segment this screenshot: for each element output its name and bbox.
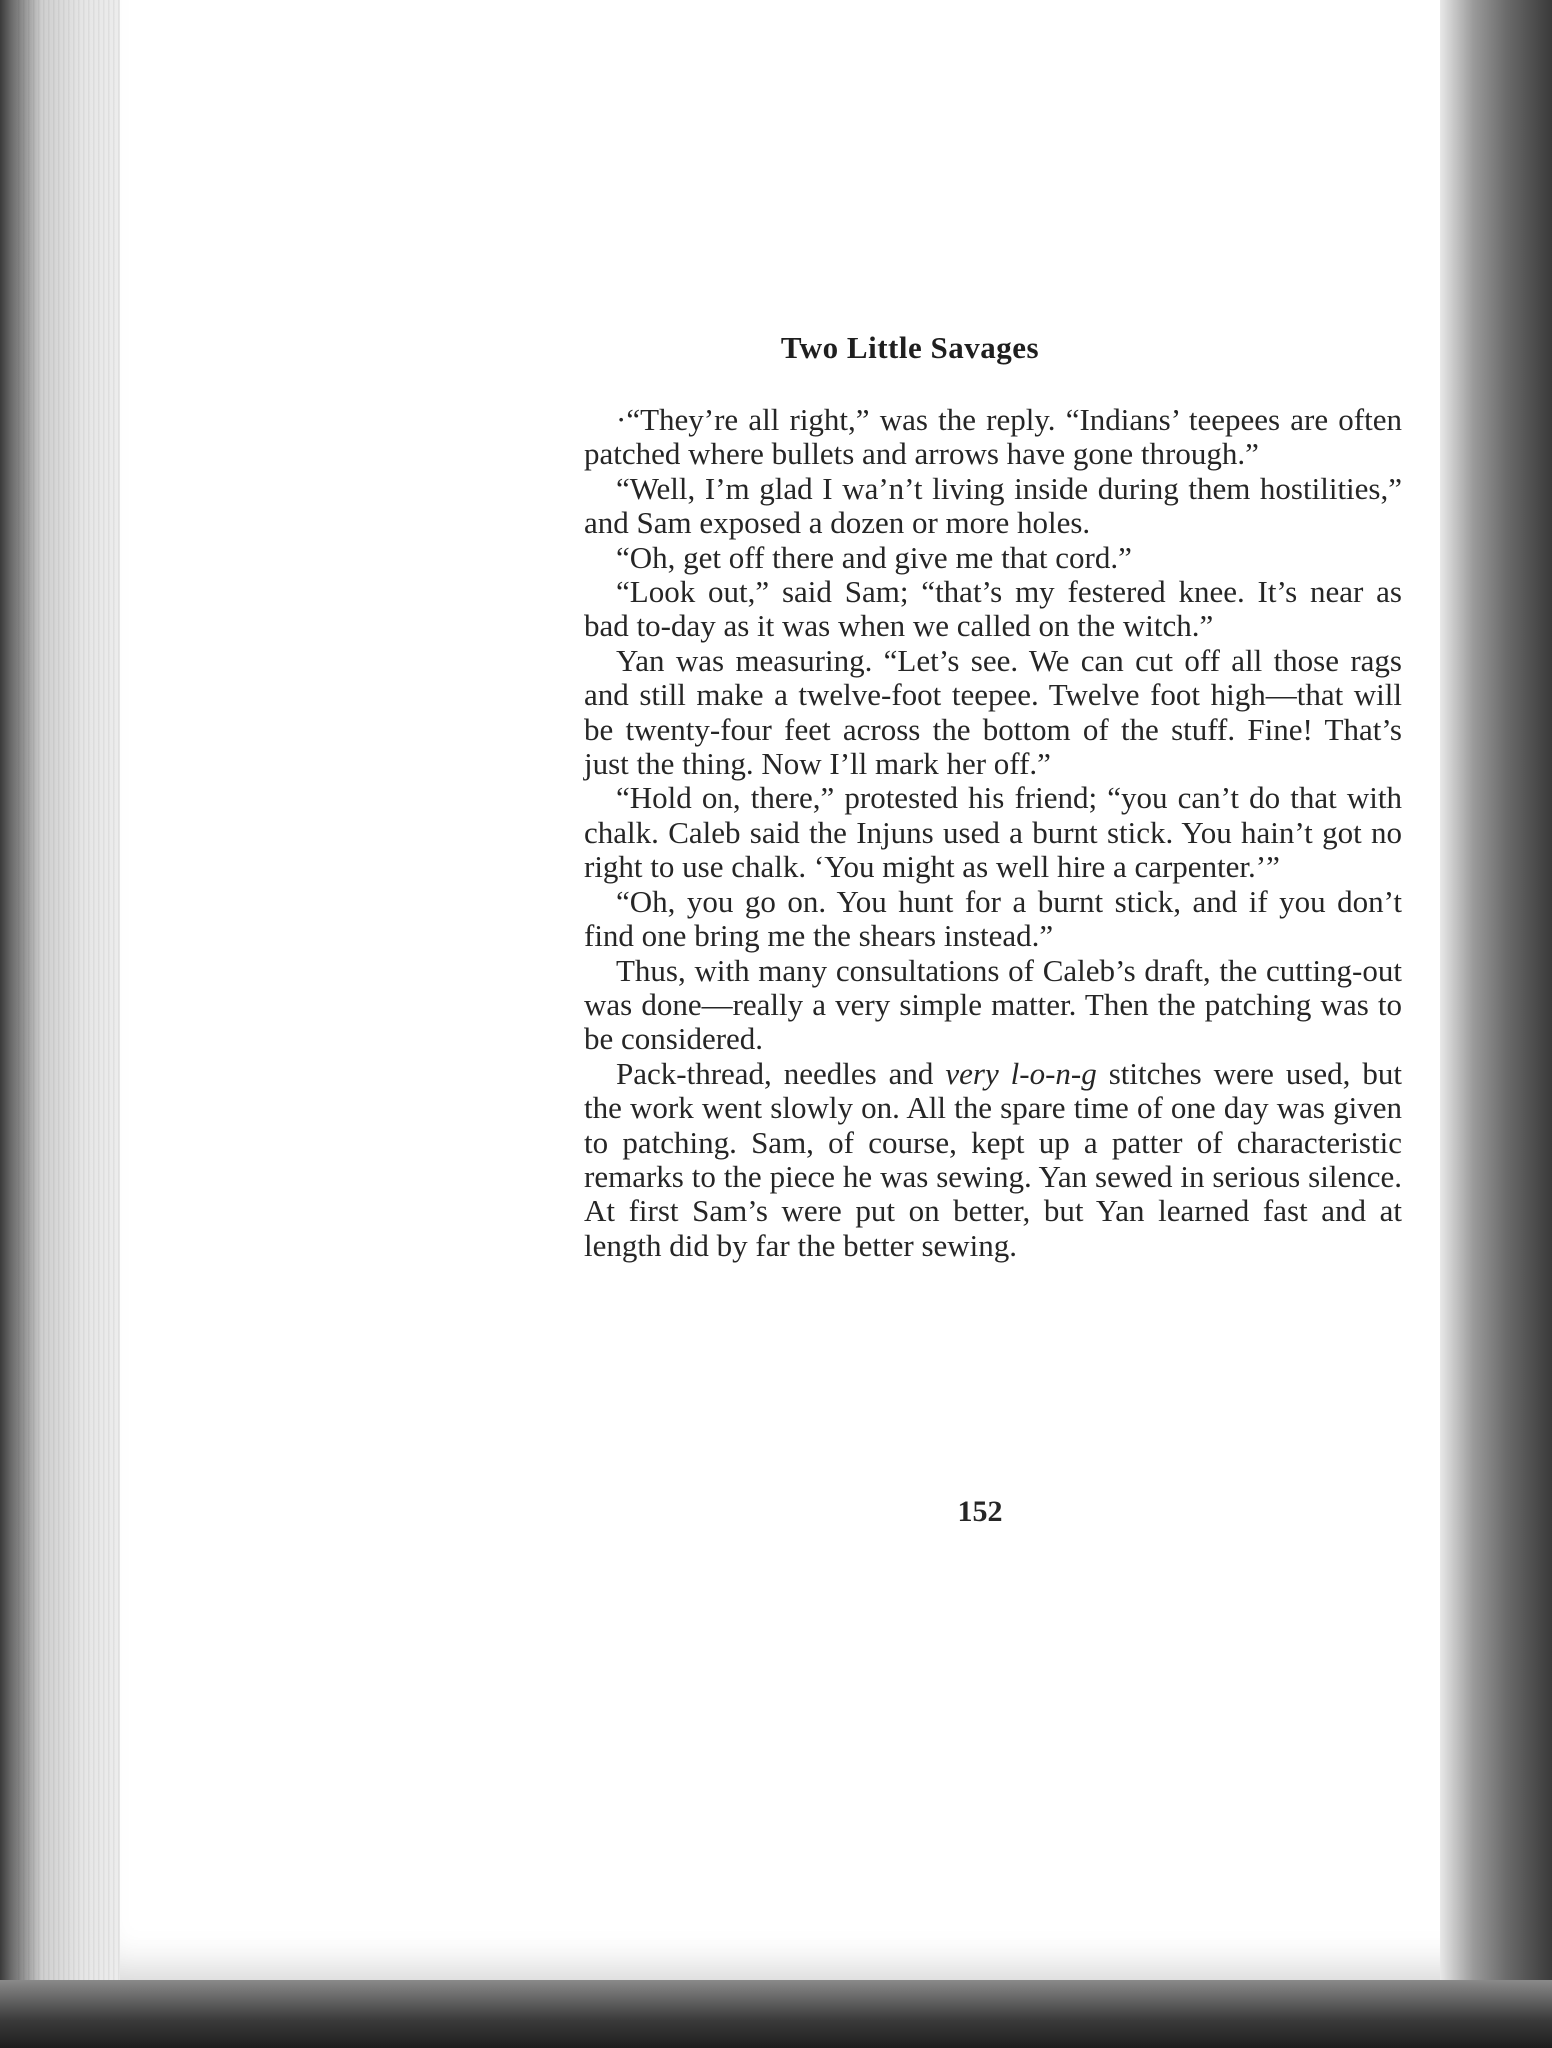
paragraph-5: Yan was measuring. “Let’s see. We can cut off all those rags and still make a twelve-foot teepee. Twelve foot high—that will be twenty-four feet across the bottom of the stuff. Fine! That’s just the thing. Now I’ll mark her off.” [584,642,1402,782]
paragraph-6: “Hold on, there,” protested his friend; “you can’t do that with chalk. Caleb said the Injuns used a burnt stick. You hain’t got no right to use chalk. ‘You might as well hire a carpenter.’” [584,780,1402,885]
paragraph-1: ·“They’re all right,” was the reply. “Indians’ teepees are often patched where bullets and arrows have gone through.” [584,402,1402,472]
gutter-shadow [1440,0,1552,2048]
book-fore-edge [0,0,140,1995]
page-number: 152 [957,1495,1003,1528]
page-stack-edge [18,0,128,1995]
paragraph-9-end: stitches were used, but the work went slowly on. All the spare time of one day was given to patching. Sam, of course, kept up a patter of characteristic remarks to the piece he was sewing. Yan sewed in serious silence. At first Sam’s were put on better, but Yan learned fast and at length did by far the better sewing. [584,1055,1402,1263]
paragraph-2: “Well, I’m glad I wa’n’t living inside during them hostilities,” and Sam exposed a dozen or more holes. [584,470,1402,541]
paragraph-4: “Look out,” said Sam; “that’s my festered knee. It’s near as bad to-day as it was when we called on the witch.” [584,574,1402,644]
body-text [584,403,1402,1263]
paragraph-9 [584,1057,1402,1263]
bottom-shadow [0,1980,1552,2048]
paragraph-7: “Oh, you go on. You hunt for a burnt stick, and if you don’t find one bring me the shears instead.” [584,883,1402,954]
paragraph-3: “Oh, get off there and give me that cord.” [616,539,1132,575]
paragraph-9-start: Pack-thread, needles and [616,1055,946,1091]
italic-phrase: very l-o-n-g [945,1055,1097,1091]
paragraph-8: Thus, with many consultations of Caleb’s draft, the cutting-out was done—really a very simple matter. Then the patching was to be considered. [584,952,1402,1057]
running-head: Two Little Savages [780,330,1040,365]
